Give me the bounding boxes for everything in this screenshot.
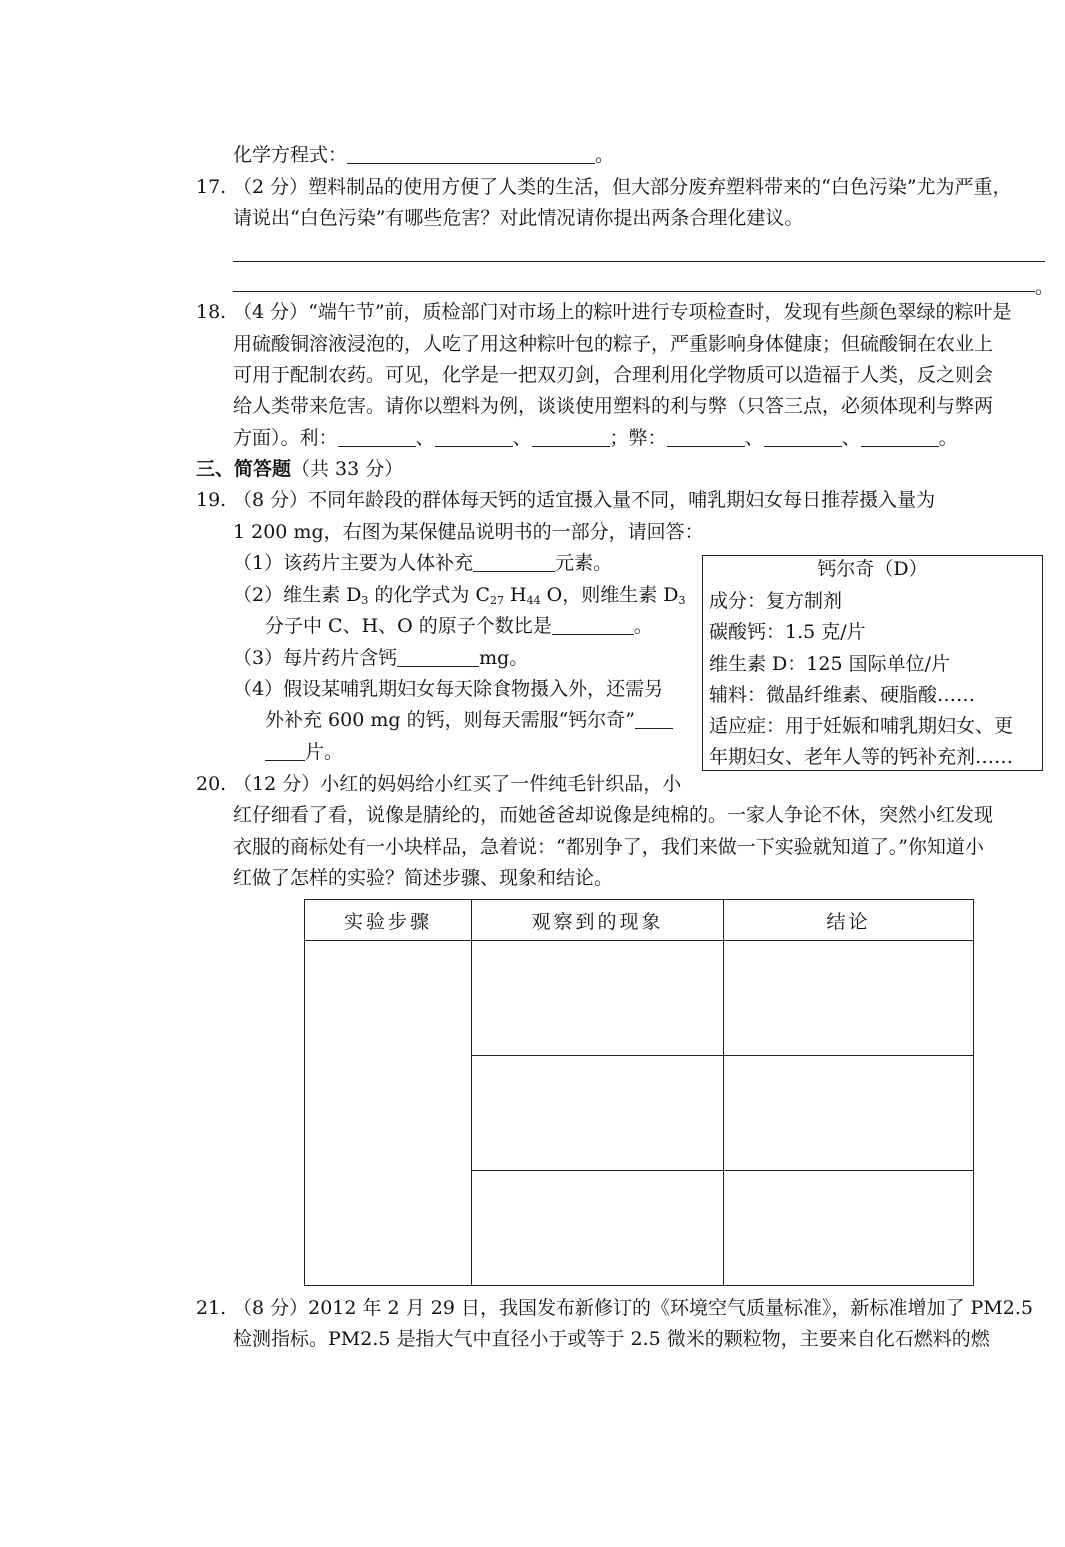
q18-text-line3: 可用于配制农药。可见，化学是一把双刃剑，合理利用化学物质可以造福于人类，反之则会 [233,364,994,386]
q19-part4-line2: 外补充 600 mg 的钙，则每天需服“钙尔奇” [265,708,673,732]
table-cell-conclusion-2[interactable] [724,1056,974,1171]
table-cell-observation-3[interactable] [472,1171,724,1286]
q17-number: 17. [196,176,227,198]
q19-part1: （1）该药片主要为人体补充 元素。 [233,552,613,574]
q20-text-line4: 红做了怎样的实验？简述步骤、现象和结论。 [233,867,614,889]
table-header-observations: 观察到的现象 [472,900,724,941]
label-vitamin-d: 维生素 D：125 国际单位/片 [709,653,950,675]
q19-number: 19. [196,489,227,511]
table-cell-conclusion-1[interactable] [724,941,974,1056]
q18-con-blank-3[interactable] [861,428,939,447]
q19-part1-blank[interactable] [473,553,555,572]
q18-text-line4: 给人类带来危害。请你以塑料为例，谈谈使用塑料的利与弊（只答三点，必须体现利与弊两 [233,395,994,417]
table-header-steps: 实验步骤 [305,900,472,941]
q17-answer-line1[interactable] [233,261,1045,262]
q16-formula-line: 化学方程式： 。 [233,144,615,166]
label-excipients: 辅料：微晶纤维素、硬脂酸…… [709,684,976,706]
q19-part2-line1: （2）维生素 $D_3$ 的化学式为 $C_{27}$ $H_{44}$ O，则维生素 $D_3$ [233,584,686,607]
section3-title: 三、简答题 [196,458,292,480]
q18-number: 18. [196,301,227,323]
q18-con-blank-2[interactable] [764,428,842,447]
q20-text-line3: 衣服的商标处有一小块样品，急着说：“都别争了，我们来做一下实验就知道了。”你知道小 [233,836,984,858]
q21-number: 21. [196,1297,227,1319]
q18-text-line1: （4 分）“端午节”前，质检部门对市场上的粽叶进行专项检查时，发现有些颜色翠绿的粽叶是 [233,301,1012,323]
q19-text-line1: （8 分）不同年龄段的群体每天钙的适宜摄入量不同，哺乳期妇女每日推荐摄入量为 [233,489,936,511]
q16-answer-blank[interactable] [347,145,595,164]
label-calcium-carbonate: 碳酸钙：1.5 克/片 [709,621,866,643]
table-cell-observation-1[interactable] [472,941,724,1056]
q18-text-line5: 方面）。利： 、 、 ；弊： 、 、 。 [233,427,958,449]
q16-label: 化学方程式： [233,144,348,166]
q19-part4-line3: 片。 [265,740,343,764]
q18-text-line2: 用硫酸铜溶液浸泡的，人吃了用这种粽叶包的粽子，严重影响身体健康；但硫酸铜在农业上 [233,333,994,355]
table-header-conclusion: 结论 [724,900,974,941]
q17-text-line1: （2 分）塑料制品的使用方便了人类的生活，但大部分废弃塑料带来的“白色污染”尤为严重， [233,176,1012,198]
q18-pro-blank-1[interactable] [338,428,416,447]
label-title: 钙尔奇（D） [817,558,928,580]
q19-part2-line2: 分子中 C、H、O 的原子个数比是 。 [265,615,653,637]
label-indications-line1: 适应症：用于妊娠和哺乳期妇女、更 [709,715,1014,737]
q19-part3-blank[interactable] [397,648,479,667]
q19-part3: （3）每片药片含钙 mg。 [233,647,529,669]
calcium-label-box [702,555,1043,771]
q18-pro-blank-3[interactable] [532,428,610,447]
q20-text-line2: 红仔细看了看，说像是腈纶的，而她爸爸却说像是纯棉的。一家人争论不休，突然小红发现 [233,804,994,826]
section3-heading [196,457,403,481]
label-ingredients: 成分：复方制剂 [709,590,843,612]
q17-answer-line2[interactable] [233,291,1035,292]
q19-part4-blank-a[interactable] [635,710,673,729]
q21-text-line2: 检测指标。PM2.5 是指大气中直径小于或等于 2.5 微米的颗粒物，主要来自化石燃料的燃 [233,1328,990,1350]
table-cell-steps[interactable] [305,941,472,1286]
q20-text-line1: （12 分）小红的妈妈给小红买了一件纯毛针织品，小 [233,773,682,795]
table-cell-observation-2[interactable] [472,1056,724,1171]
q20-number: 20. [196,773,227,795]
q18-con-blank-1[interactable] [667,428,745,447]
q17-text-line2: 请说出“白色污染”有哪些危害？对此情况请你提出两条合理化建议。 [233,207,804,229]
q19-text-line2: 1 200 mg，右图为某保健品说明书的一部分，请回答： [233,521,704,543]
q21-text-line1: （8 分）2012 年 2 月 29 日，我国发布新修订的《环境空气质量标准》，新标准增加了 PM2.5 [233,1297,1033,1319]
label-indications-line2: 年期妇女、老年人等的钙补充剂…… [709,746,1014,768]
q19-part2-blank[interactable] [552,616,634,635]
q20-experiment-table [304,899,974,1286]
section3-score: （共 33 分） [291,458,404,480]
table-cell-conclusion-3[interactable] [724,1171,974,1286]
q19-part4-blank-b[interactable] [265,742,305,761]
q18-pro-blank-2[interactable] [435,428,513,447]
q19-part4-line1: （4）假设某哺乳期妇女每天除食物摄入外，还需另 [233,678,664,700]
q17-end-period: 。 [1035,276,1055,298]
